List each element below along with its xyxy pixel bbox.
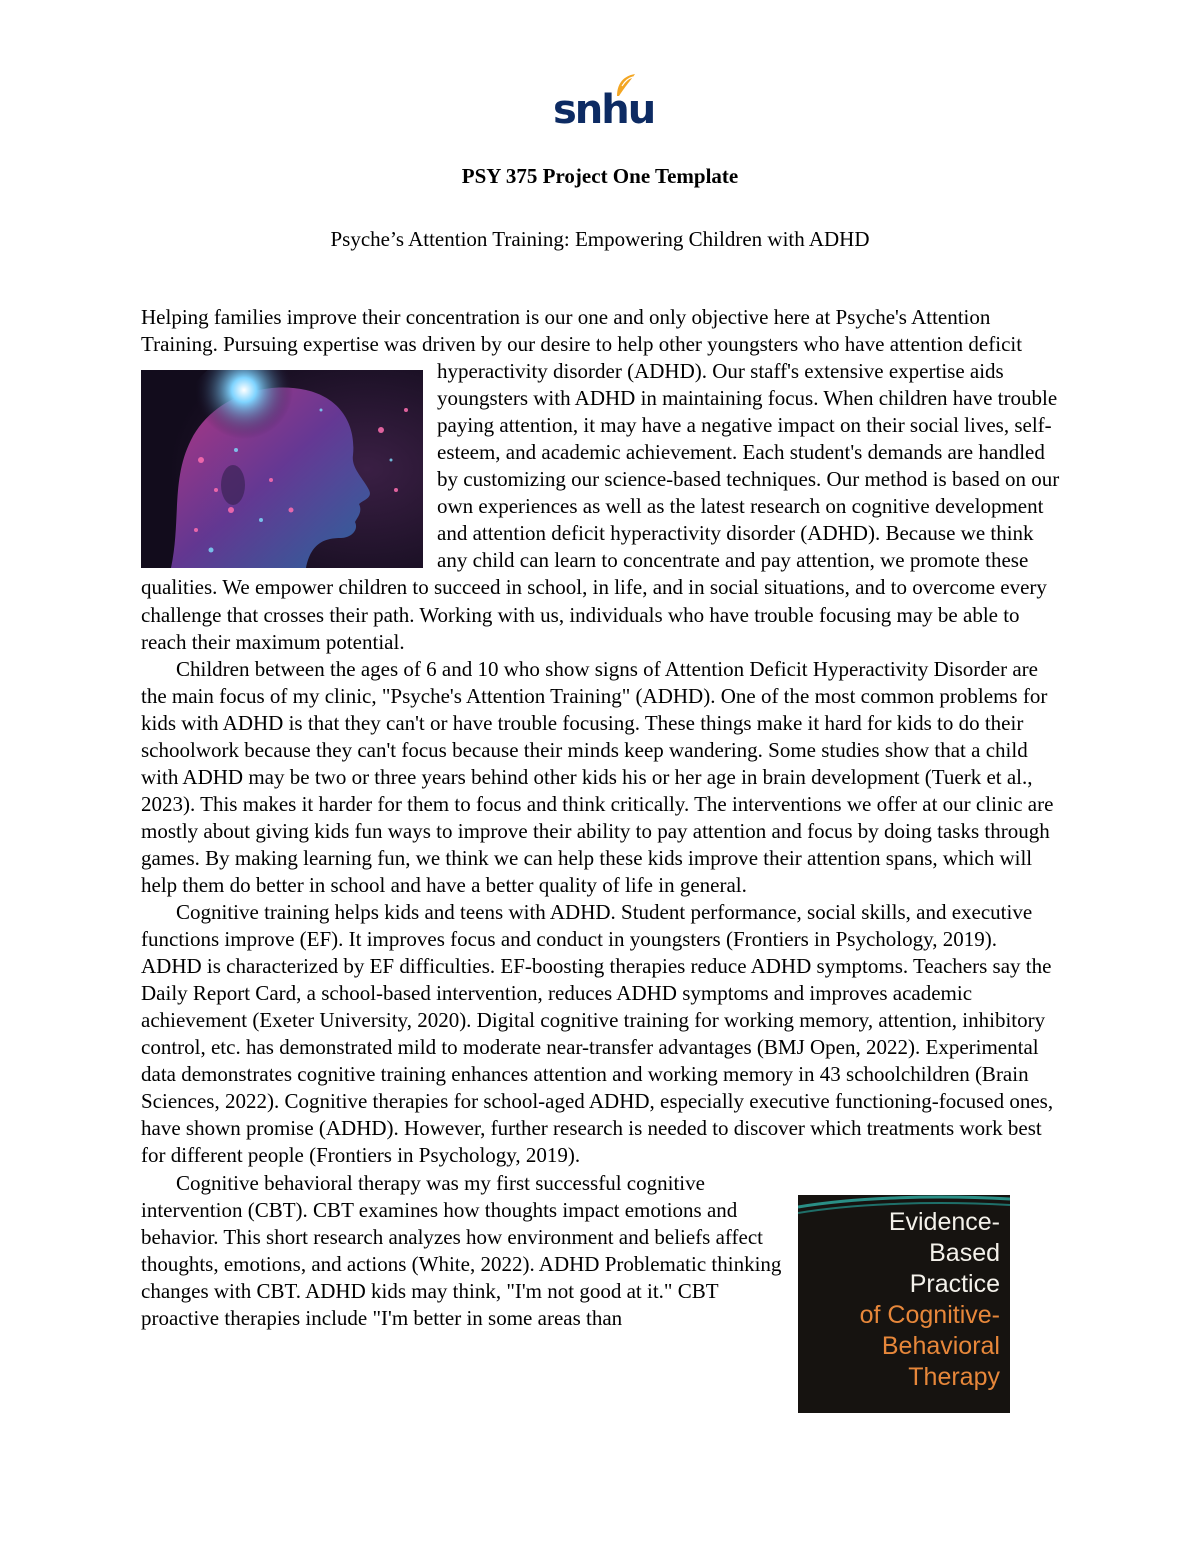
book-title — [798, 1207, 1000, 1393]
intro-lead: Helping families improve their concentration is our one and only objective here at Psyche's Attention Training. Pursuing expertise was driven by our desire to help other youngsters who — [141, 305, 991, 357]
book-title-line4: Behavioral — [881, 1331, 1000, 1360]
paragraph-2: Children between the ages of 6 and 10 who show signs of Attention Deficit Hyperactivity Disorder are the main focus of my clinic, "Psyche's Attention Training" (ADHD). One of the most common problems for kids with ADHD is that they can't or have trouble focusing. These things make it hard for kids to do their schoolwork because they can't focus because their minds keep wandering. Some studies show that a child with ADHD may be two or three years behind other kids his or her age in brain development (Tuerk et al., 2023). This makes it harder for them to focus and think critically. The interventions we offer at our clinic are mostly about giving kids fun ways to improve their ability to pay attention and focus by doing tasks through games. By making learning fun, we think we can help these kids improve their attention spans, which will help them do better in school and have a better quality of life in general. — [141, 656, 1054, 897]
paragraph-4 — [141, 1170, 1061, 1391]
book-title-line2: Based Practice — [909, 1238, 1000, 1298]
document-body — [141, 304, 1061, 1413]
paragraph-4-text: Cognitive behavioral therapy was my first successful cognitive intervention (CBT). CBT examines how thoughts impact emotions and behavior. This short research analyzes how environment and beliefs affect thoughts, emotions, and actions (White, 2022). ADHD Problematic thinking changes with CBT. ADHD kids may think, "I'm not good at it." CBT proactive therapies include "I'm better in some areas than — [141, 1170, 782, 1330]
book-cover-image — [798, 1195, 1010, 1413]
book-title-line1: Evidence- — [888, 1207, 1000, 1236]
paragraph-1-text: have attention deficit hyperactivity disorder (ADHD). Our staff's extensive expertise aids youngsters with ADHD in maintaining focus. When children have trouble paying attention, it may have a negative impact on their social lives, self-esteem, and academic achievement. Each student's demands are handled by customizing our science-based techniques. Our method is based on our own experiences as well as the latest research on cognitive development and attention deficit hyperactivity disorder (ADHD). Because we think any child can learn to concentrate and pay attention, we promote these qualities. We empower children to succeed in school, in life, and in social situations, and to overcome every challenge that crosses their path. Working with us, individuals who have trouble focusing may be able to reach their maximum potential. — [141, 332, 1060, 654]
page-title: PSY 375 Project One Template — [461, 164, 739, 188]
head-illustration — [141, 370, 423, 568]
paragraph-1 — [141, 304, 1061, 656]
book-title-line5: Therapy — [908, 1362, 1000, 1391]
logo-wordmark: snhu — [553, 87, 655, 133]
book-title-line3: of Cognitive- — [859, 1300, 1000, 1329]
snhu-logo — [553, 72, 655, 134]
page-subtitle: Psyche’s Attention Training: Empowering Children with ADHD — [330, 227, 870, 251]
paragraph-3: Cognitive training helps kids and teens with ADHD. Student performance, social skills, and executive functions improve (EF). It improves focus and conduct in youngsters (Frontiers in Psychology, 2019). ADHD is characterized by EF difficulties. EF-boosting therapies reduce ADHD symptoms. Teachers say the Daily Report Card, a school-based intervention, reduces ADHD symptoms and improves academic achievement (Exeter University, 2020). Digital cognitive training for working memory, attention, inhibitory control, etc. has demonstrated mild to moderate near-transfer advantages (BMJ Open, 2022). Experimental data demonstrates cognitive training enhances attention and working memory in 43 schoolchildren (Brain Sciences, 2022). Cognitive therapies for school-aged ADHD, especially executive functioning-focused ones, have shown promise (ADHD). However, further research is needed to discover which treatments work best for different people (Frontiers in Psychology, 2019). — [141, 900, 1054, 1168]
head-image-graphic — [141, 370, 423, 568]
